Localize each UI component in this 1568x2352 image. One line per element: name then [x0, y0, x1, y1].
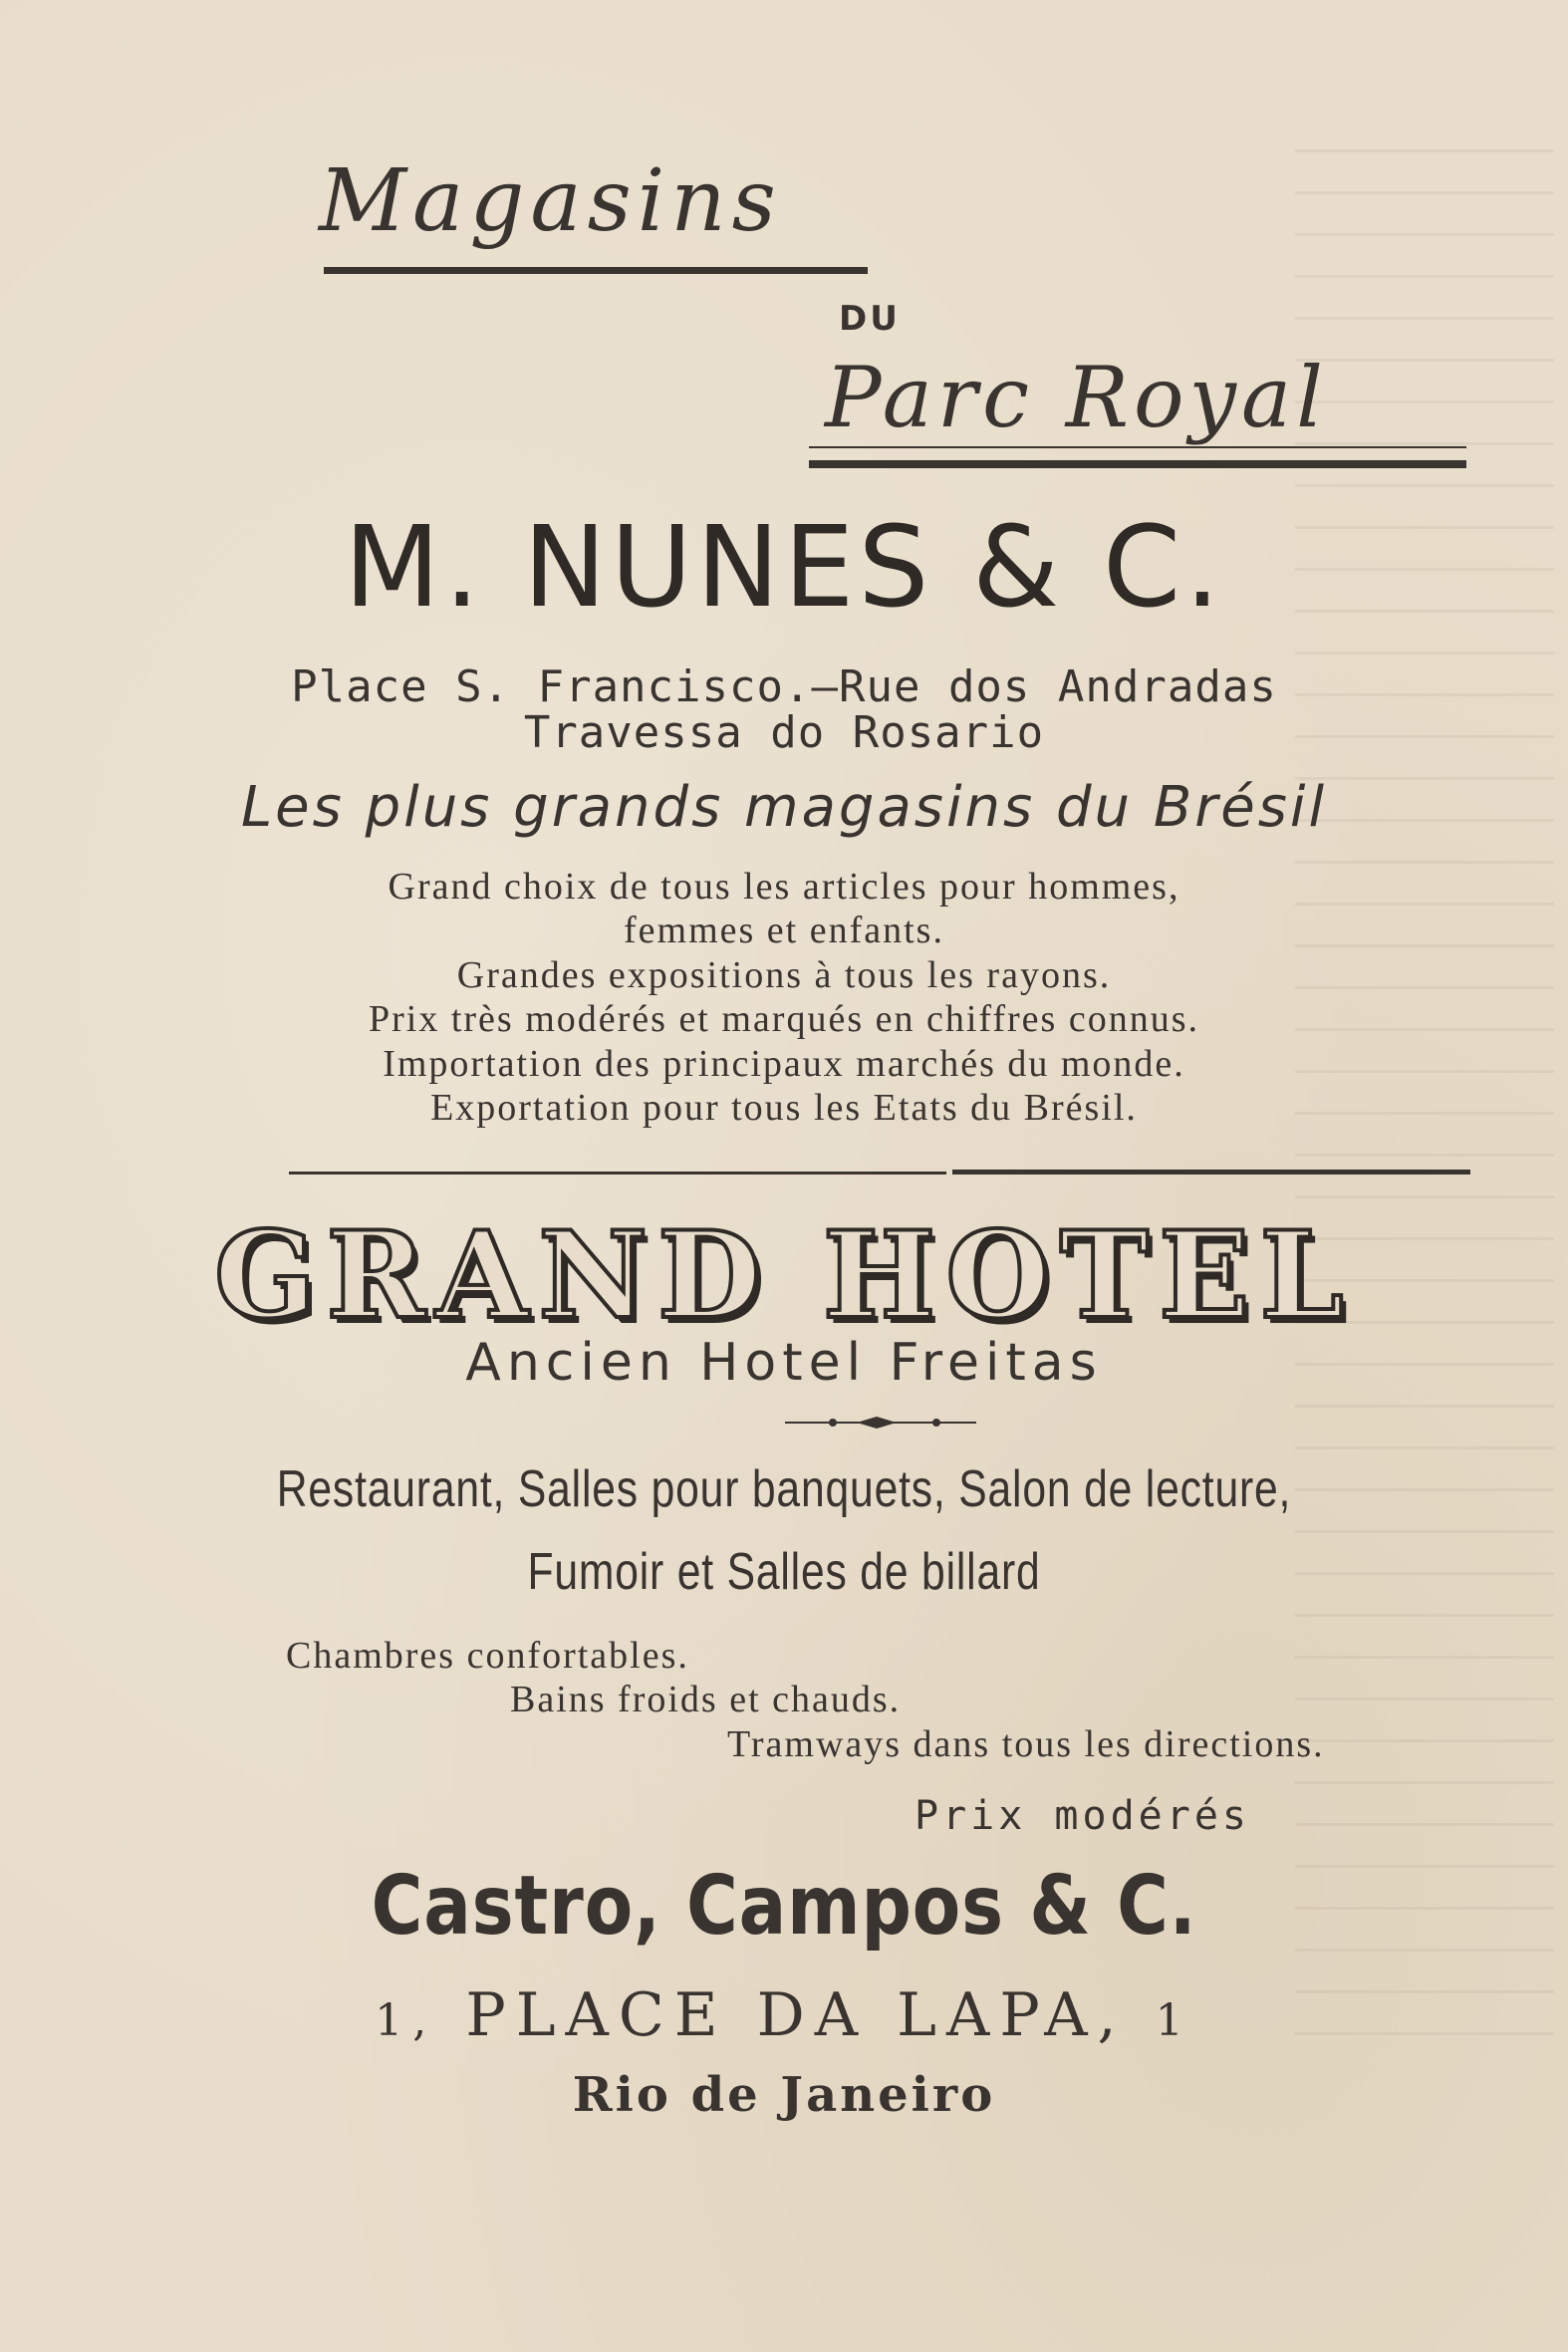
- description-line: Exportation pour tous les Etats du Brésil.: [430, 1087, 1138, 1129]
- magasins-title: Magasins: [319, 151, 782, 251]
- address-line-1: Place S. Francisco.—Rue dos Andradas: [291, 661, 1277, 712]
- prices-note: Prix modérés: [915, 1793, 1250, 1839]
- hotel-services-line-2: Fumoir et Salles de billard: [527, 1543, 1041, 1601]
- amenity-line: Tramways dans tous les directions.: [727, 1723, 1325, 1765]
- du-label: DU: [839, 299, 901, 339]
- parc-royal-underline-thin: [809, 446, 1466, 448]
- hotel-owners: Castro, Campos & C.: [371, 1859, 1197, 1954]
- parc-royal-underline: [809, 460, 1466, 468]
- magasins-title-underline: [324, 267, 868, 274]
- section-divider-right: [952, 1170, 1470, 1175]
- description-line: Grand choix de tous les articles pour hommes,: [388, 866, 1180, 908]
- description-line: Prix très modérés et marqués en chiffres connus.: [369, 998, 1199, 1040]
- address-number-right: 1: [1155, 1995, 1193, 2046]
- description-line: Grandes expositions à tous les rayons.: [456, 954, 1112, 996]
- amenity-line: Chambres confortables.: [286, 1635, 689, 1677]
- address-street: PLACE DA LAPA,: [465, 1980, 1127, 2050]
- hotel-title: GRAND HOTEL: [214, 1205, 1354, 1346]
- hotel-city: Rio de Janeiro: [572, 2067, 996, 2123]
- address-number-left: 1,: [375, 1995, 437, 2046]
- slogan: Les plus grands magasins du Brésil: [240, 775, 1328, 840]
- company-name: M. NUNES & C.: [344, 503, 1224, 633]
- hotel-address: [0, 1980, 1568, 2050]
- address-line-2: Travessa do Rosario: [523, 707, 1045, 758]
- description-line: Importation des principaux marchés du monde.: [383, 1043, 1185, 1085]
- amenity-line: Bains froids et chauds.: [510, 1679, 902, 1720]
- hotel-services-line-1: Restaurant, Salles pour banquets, Salon de lecture,: [276, 1460, 1292, 1518]
- description-line: femmes et enfants.: [624, 910, 944, 951]
- hotel-subtitle: Ancien Hotel Freitas: [465, 1333, 1103, 1393]
- ornament-divider: [0, 1403, 1568, 1442]
- parc-royal-subtitle: Parc Royal: [825, 349, 1328, 446]
- section-divider-left: [289, 1172, 946, 1175]
